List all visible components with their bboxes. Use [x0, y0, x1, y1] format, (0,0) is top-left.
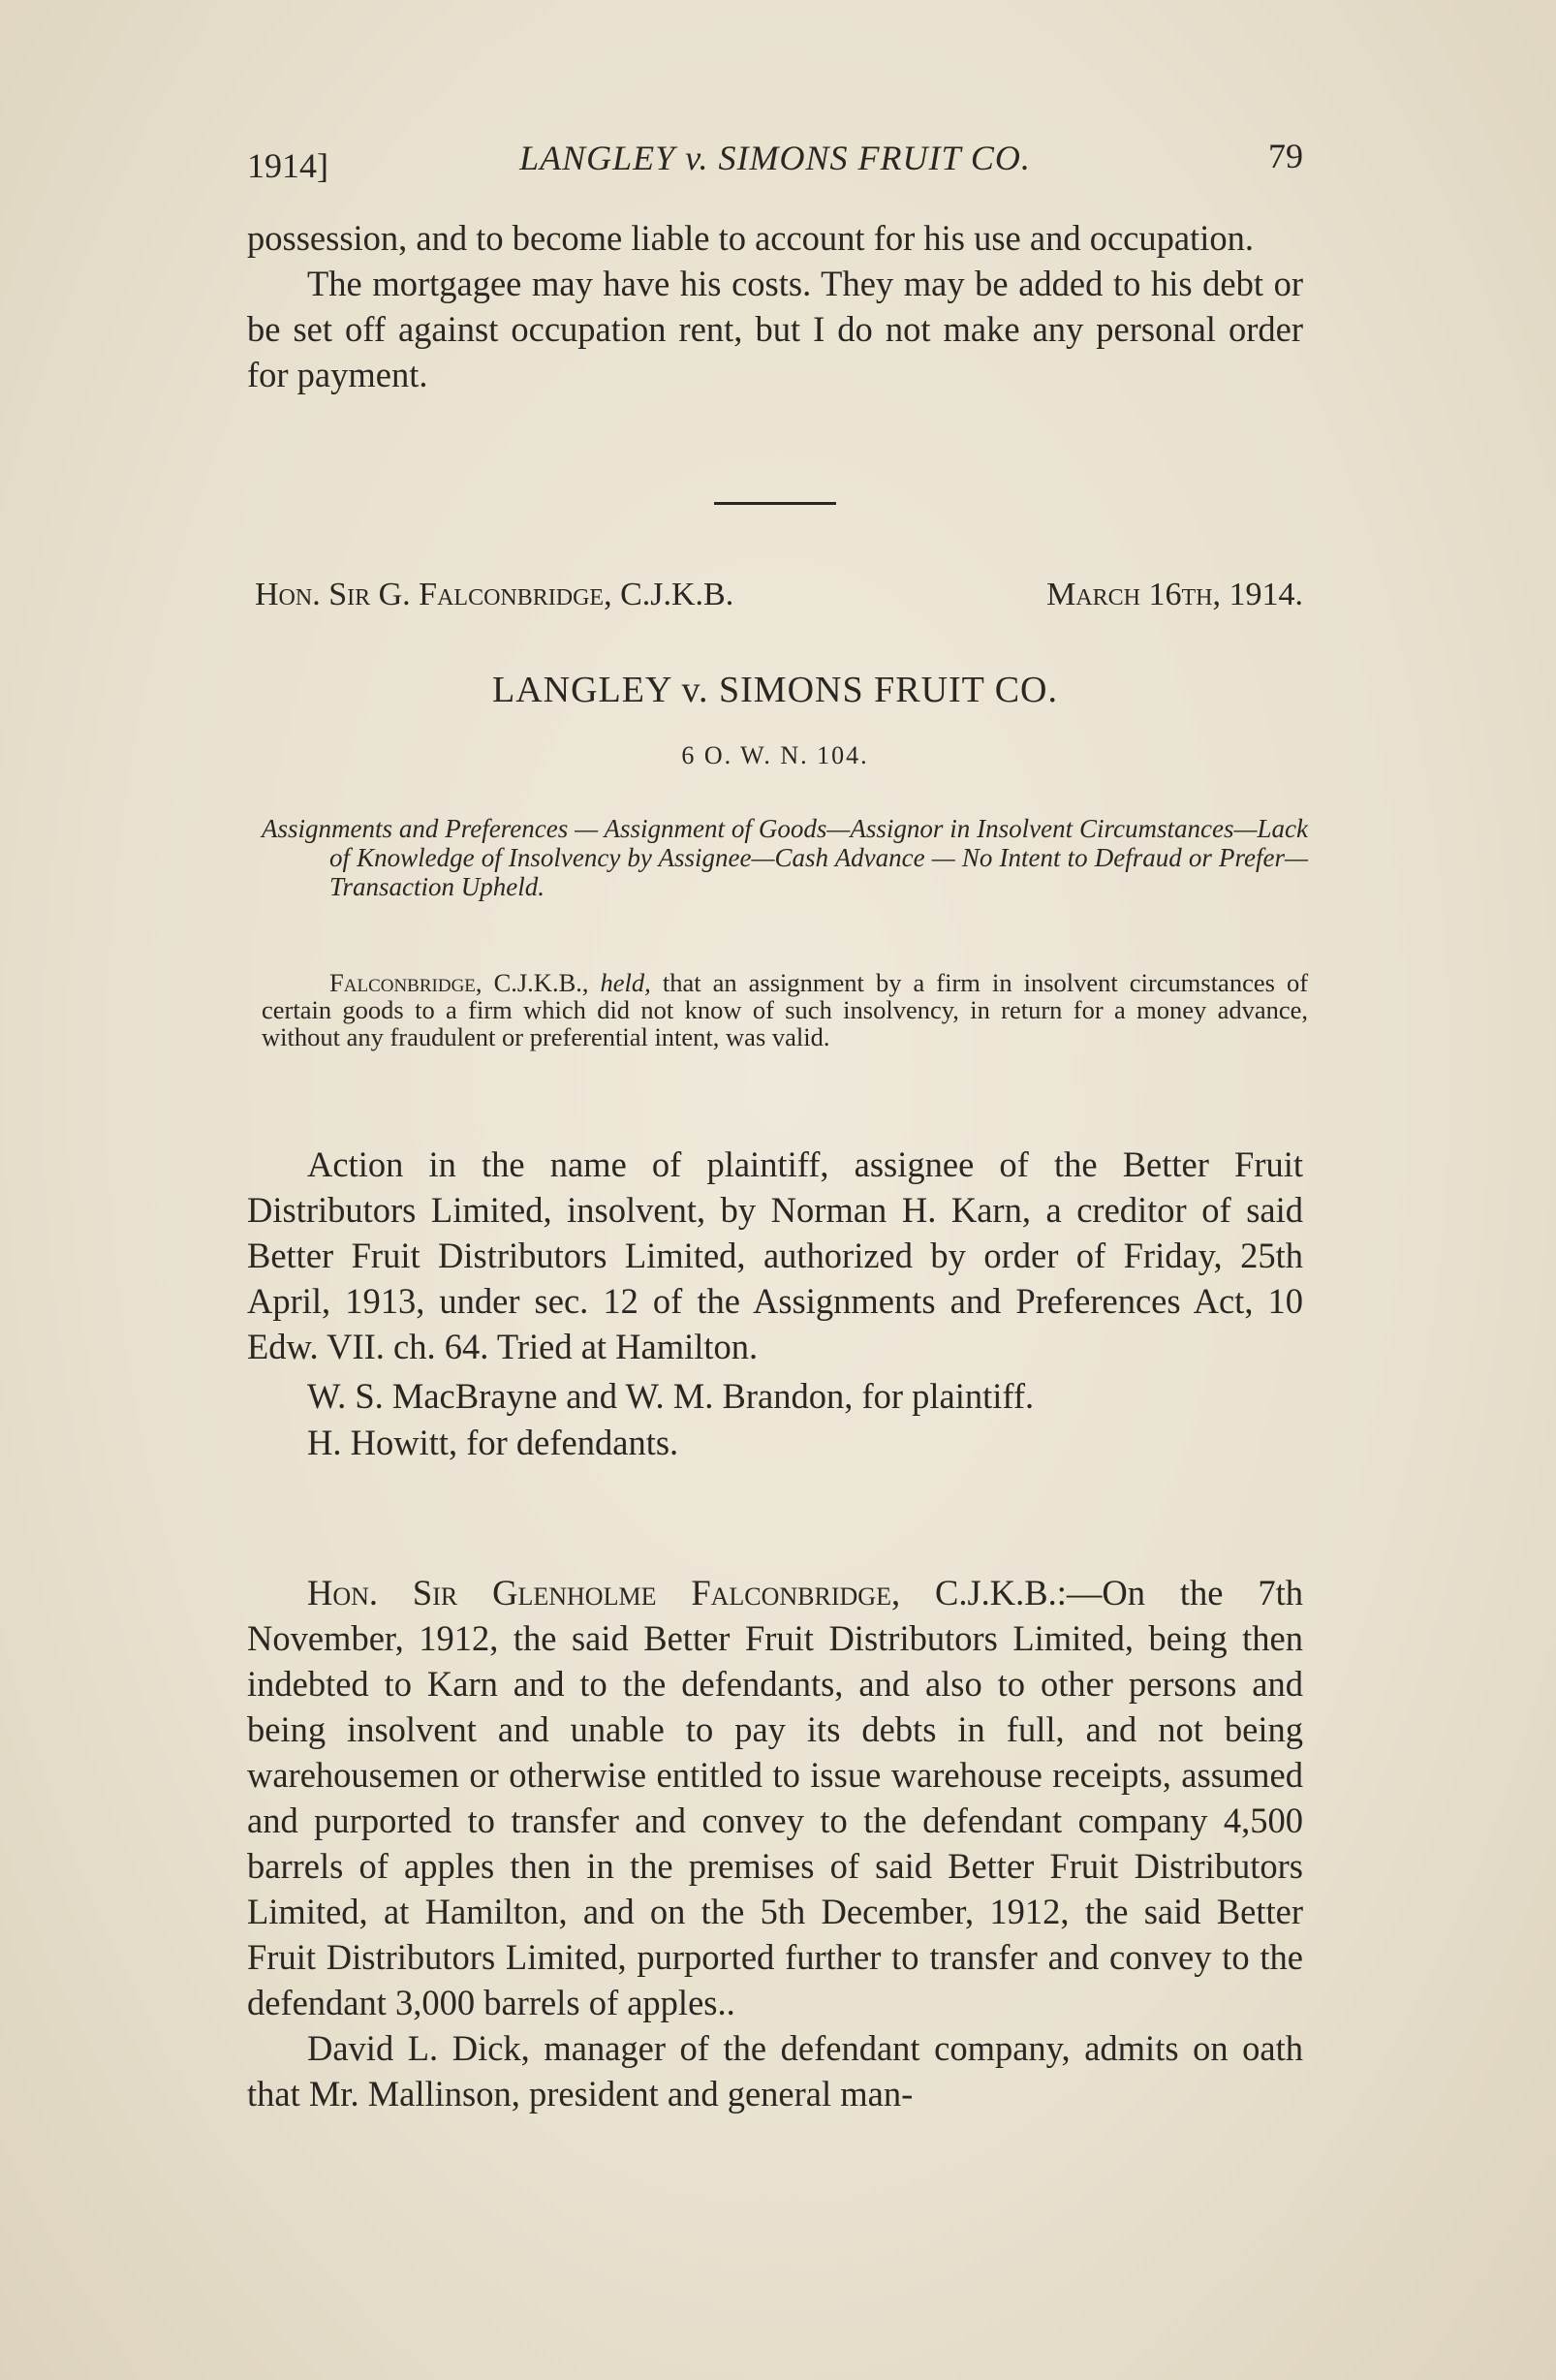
- case-citation: 6 O. W. N. 104.: [681, 741, 869, 769]
- counsel-defendants: H. Howitt, for defendants.: [307, 1423, 679, 1462]
- running-head-year: 1914]: [247, 146, 328, 185]
- running-head-title: LANGLEY v. SIMONS FRUIT CO.: [519, 139, 1031, 177]
- headnote-catchwords: [262, 814, 1308, 901]
- statement-paragraph: Action in the name of plaintiff, assignee of the Better Fruit Distributors Limited, insolvent, by Norman H. Karn, a creditor of said Better Fruit Distributors Limited, authorized by order of Friday, 25th April, 1913, under sec. 12 of the Assignments and Preferences Act, 10 Edw. VII. ch. 64. Tried at Hamilton.: [247, 1144, 1303, 1366]
- prior-case-paragraph: possession, and to become liable to account for his use and occupation.: [247, 218, 1254, 258]
- judgment-judge: Hon. Sir Glenholme Falconbridge, C.J.K.B.: [307, 1573, 1057, 1613]
- judgment-text: :—On the 7th November, 1912, the said Better Fruit Distributors Limited, being then indebted to Karn and to the defendants, and also to other persons and being insolvent and unable to pay its debts in full, and not being warehousemen or otherwise entitled to issue warehouse receipts, assumed and purported to transfer and convey to the defendant company 4,500 barrels of apples then in the premises of said Better Fruit Distributors Limited, at Hamilton, and on the 5th December, 1912, the said Better Fruit Distributors Limited, purported further to transfer and convey to the defendant 3,000 barrels of apples..: [247, 1573, 1303, 2022]
- counsel-plaintiff: W. S. MacBrayne and W. M. Brandon, for plaintiff.: [307, 1376, 1035, 1416]
- headnote-summary: [262, 969, 1308, 1050]
- judgment-section: [247, 1570, 1303, 2116]
- judgment-paragraph: [247, 1570, 1303, 2025]
- running-head: [247, 136, 1303, 194]
- caption-date: March 16th, 1914.: [1046, 577, 1303, 612]
- statement-section: [247, 1142, 1303, 1466]
- case-title: LANGLEY v. SIMONS FRUIT CO.: [491, 670, 1058, 710]
- section-divider: [714, 502, 836, 505]
- catchwords-text: Assignments and Preferences — Assignment of Goods—Assignor in Insolvent Circumstances—Lack of Knowledge of Insolvency by Assignee—Cash Advance — No Intent to Defraud or Prefer—Transaction Upheld.: [262, 814, 1308, 901]
- summary-judge: Falconbridge, C.J.K.B.,: [329, 968, 589, 997]
- prior-case-text: [247, 215, 1303, 397]
- summary-held: held,: [600, 968, 651, 997]
- case-caption: [247, 577, 1303, 625]
- page-number: 79: [1268, 137, 1303, 175]
- prior-case-paragraph: The mortgagee may have his costs. They may be added to his debt or be set off against occupation rent, but I do not make any personal order for payment.: [247, 264, 1303, 394]
- caption-judge: Hon. Sir G. Falconbridge, C.J.K.B.: [255, 577, 734, 612]
- judgment-paragraph: David L. Dick, manager of the defendant company, admits on oath that Mr. Mallinson, president and general man-: [247, 2028, 1303, 2114]
- summary-text: that an assignment by a firm in insolvent circumstances of certain goods to a firm which did not know of such insolvency, in return for a money advance, without any fraudulent or preferential intent, was valid.: [262, 968, 1309, 1051]
